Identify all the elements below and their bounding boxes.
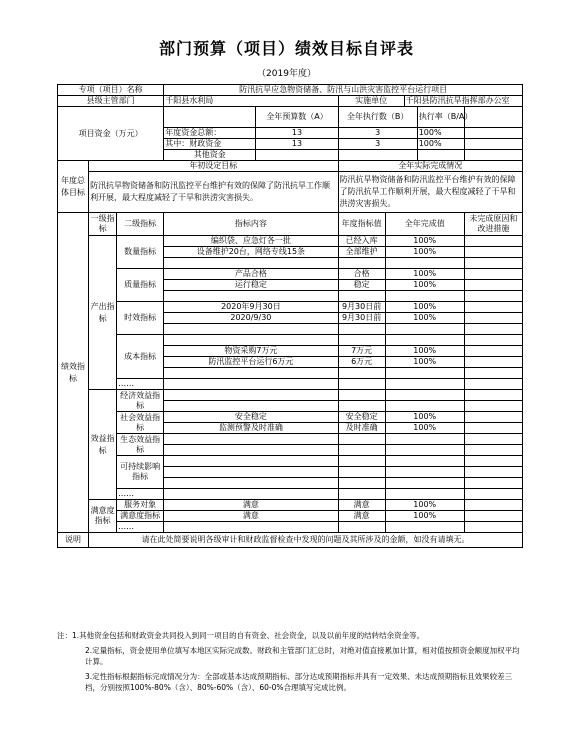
funds-row-exec — [338, 150, 417, 161]
indicator-done: 100% — [385, 269, 464, 280]
economic-label: 经济效益指标 — [117, 390, 164, 412]
indicator-done: 100% — [385, 247, 464, 258]
indicator-target: 7万元 — [338, 346, 385, 357]
indicator-done: 100% — [385, 236, 464, 247]
funds-row-exec: 3 — [338, 128, 417, 139]
indicator-content: 2020/9/30 — [164, 313, 338, 324]
annual-goal-label: 年度总体目标 — [58, 161, 89, 213]
indicator-content: 满意 — [164, 500, 338, 511]
indicator-target: 9月30日前 — [338, 302, 385, 313]
quality-label: 质量指标 — [117, 269, 164, 302]
indicator-target: 安全稳定 — [338, 412, 385, 423]
satisfaction-indicators-label: 满意度指标 — [89, 500, 117, 533]
indicator-content: 设备维护20台，网络专线15条 — [164, 247, 338, 258]
indicator-done: 100% — [385, 346, 464, 357]
indicator-target: 满意 — [338, 500, 385, 511]
indicator-done: 100% — [385, 412, 464, 423]
funds-row-budget: 13 — [256, 128, 338, 139]
initial-goal-header: 年初设定目标 — [89, 161, 339, 172]
indicator-done: 100% — [385, 280, 464, 291]
funds-row-budget — [256, 150, 338, 161]
indicator-content: 满意 — [164, 511, 338, 522]
indicator-target: 已经入库 — [338, 236, 385, 247]
indicator-target: 合格 — [338, 269, 385, 280]
indicator-done: 100% — [385, 357, 464, 368]
impl-label: 实施单位 — [338, 96, 404, 107]
indicator-target: 及时准确 — [338, 423, 385, 434]
dept-label: 县级主管部门 — [58, 96, 164, 107]
social-label: 社会效益指标 — [117, 412, 164, 434]
funds-row-rate — [417, 150, 464, 161]
funds-label: 项目资金（万元） — [58, 107, 164, 161]
indicator-content: 安全稳定 — [164, 412, 338, 423]
funds-row-label: 年度资金总额： — [164, 128, 256, 139]
indicator-content: 防汛监控平台运行6万元 — [164, 357, 338, 368]
funds-row-label: 其中：财政资金 — [164, 139, 256, 150]
col-done: 全年完成值 — [385, 213, 464, 236]
funds-row-rate: 100% — [417, 128, 464, 139]
satisfaction-item-label: 服务对象 — [117, 500, 164, 511]
indicator-content: 编织袋、应急灯各一批 — [164, 236, 338, 247]
page-title: 部门预算（项目）绩效目标自评表 — [158, 39, 414, 58]
project-name-label: 专项（项目）名称 — [58, 85, 164, 96]
indicator-content: 2020年9月30日 — [164, 302, 338, 313]
quantity-label: 数量指标 — [117, 236, 164, 269]
timeliness-label: 时效指标 — [117, 302, 164, 335]
output-indicators-label: 产出指标 — [89, 236, 117, 390]
benefit-ellipsis: …… — [117, 489, 164, 500]
indicator-content: 运行稳定 — [164, 280, 338, 291]
indicator-done: 100% — [385, 511, 464, 522]
indicator-content: 监测预警及时准确 — [164, 423, 338, 434]
indicator-target: 全部维护 — [338, 247, 385, 258]
project-name-value: 防汛抗旱应急物资储备、防汛与山洪灾害监控平台运行项目 — [164, 85, 523, 96]
sustainable-label: 可持续影响指标 — [117, 456, 164, 489]
indicator-content: 物资采购7万元 — [164, 346, 338, 357]
indicator-done: 100% — [385, 313, 464, 324]
col-content: 指标内容 — [164, 213, 338, 236]
footnote-3: 3.定性指标根据指标完成情况分为：全部或基本达成预期指标、部分达成预期指标并具有一定效果、未达成预期指标且效果较差三档，分别按照100%-80%（含）、80%-60%（含）、60-0%合理填写完成比例。 — [85, 672, 513, 692]
funds-col-budget: 全年预算数（A） — [256, 107, 338, 128]
indicator-target: 6万元 — [338, 357, 385, 368]
funds-col-rate: 执行率（B/A） — [417, 107, 464, 128]
dept-value: 千阳县水利局 — [164, 96, 338, 107]
ecological-label: 生态效益指标 — [117, 434, 164, 456]
satisfaction-item-label: 满意度指标 — [117, 511, 164, 522]
col-level2: 二级指标 — [117, 213, 164, 236]
indicator-target: 满意 — [338, 511, 385, 522]
actual-goal-text: 防汛抗旱物资储备和防汛监控平台维护有效的保障了防汛抗旱工作顺利开展，最大程度减轻了干旱和洪涝灾害损失。 — [338, 172, 522, 213]
output-ellipsis: …… — [117, 379, 164, 390]
footnote-2: 2.定量指标，资金使用单位填写本地区实际完成数。财政和主管部门汇总时，对绝对值直接累加计算，相对值按照资金额度加权平均计算。 — [85, 646, 520, 666]
funds-row-label: 其他资金 — [164, 150, 256, 161]
col-target: 年度指标值 — [338, 213, 385, 236]
footnotes — [57, 630, 523, 697]
year-label: （2019年度） — [257, 69, 316, 79]
perf-indicators-label: 绩效指标 — [58, 213, 89, 533]
footnote-1: 注：1.其他资金包括和财政资金共同投入到同一项目的自有资金、社会资金，以及以前年度的结转结余资金等。 — [57, 631, 425, 640]
initial-goal-text: 防汛抗旱物资储备和防汛监控平台维护有效的保障了防汛抗旱工作顺利开展，最大程度减轻了干旱和洪涝灾害损失。 — [89, 172, 339, 213]
cost-label: 成本指标 — [117, 335, 164, 379]
indicator-content: 产品合格 — [164, 269, 338, 280]
satisfaction-ellipsis: …… — [117, 522, 164, 533]
funds-row-budget: 13 — [256, 139, 338, 150]
funds-row-exec: 3 — [338, 139, 417, 150]
indicator-done: 100% — [385, 500, 464, 511]
indicator-target: 稳定 — [338, 280, 385, 291]
indicator-target: 9月30日前 — [338, 313, 385, 324]
self-evaluation-table — [57, 84, 523, 548]
remark-text: 请在此处简要说明各级审计和财政监督检查中发现的问题及其所涉及的金额，如没有请填无。 — [89, 533, 523, 548]
col-reason: 未完成原因和改进措施 — [464, 213, 522, 236]
funds-col-exec: 全年执行数（B） — [338, 107, 417, 128]
actual-goal-header: 全年实际完成情况 — [338, 161, 522, 172]
indicator-done: 100% — [385, 302, 464, 313]
funds-row-rate: 100% — [417, 139, 464, 150]
indicator-done: 100% — [385, 423, 464, 434]
col-level1: 一级指标 — [89, 213, 117, 236]
remark-label: 说明 — [58, 533, 89, 548]
benefit-indicators-label: 效益指标 — [89, 390, 117, 500]
impl-value: 千阳县防汛抗旱指挥部办公室 — [404, 96, 522, 107]
